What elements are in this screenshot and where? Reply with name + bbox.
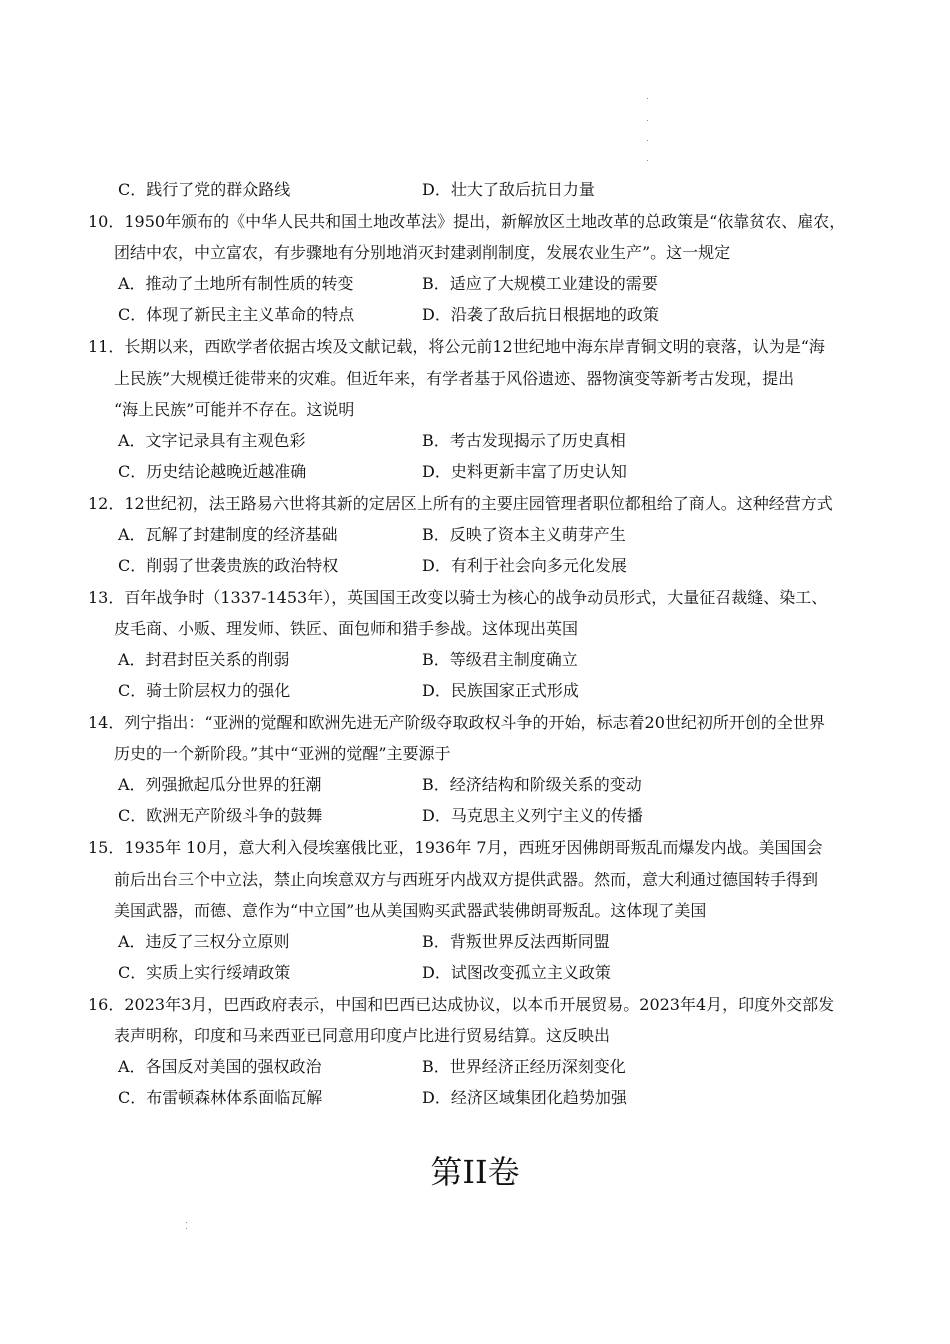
q10-option-b: B．适应了大规模工业建设的需要 [422, 274, 658, 293]
q10-option-d: D．沿袭了敌后抗日根据地的政策 [422, 305, 659, 324]
q14-stem-line-2: 历史的一个新阶段。”其中“亚洲的觉醒”主要源于 [114, 744, 451, 763]
q14-option-b: B．经济结构和阶级关系的变动 [422, 775, 642, 794]
q11-option-c: C．历史结论越晚近越准确 [118, 462, 307, 481]
q16-stem-line-2: 表声明称，印度和马来西亚已同意用印度卢比进行贸易结算。这反映出 [114, 1026, 611, 1045]
scan-dot [647, 98, 648, 99]
q11-stem-line-1: 11．长期以来，西欧学者依据古埃及文献记载，将公元前12世纪地中海东岸青铜文明的衰落，认为是“海 [88, 337, 825, 356]
q15-option-b: B．背叛世界反法西斯同盟 [422, 932, 610, 951]
q13-option-a: A．封君封臣关系的削弱 [118, 650, 290, 669]
scan-dot [647, 120, 648, 121]
q15-option-a: A．违反了三权分立原则 [118, 932, 290, 951]
q16-option-d: D．经济区域集团化趋势加强 [422, 1088, 627, 1107]
q16-option-c: C．布雷顿森林体系面临瓦解 [118, 1088, 323, 1107]
q12-option-a: A．瓦解了封建制度的经济基础 [118, 525, 338, 544]
q12-stem-line-1: 12．12世纪初，法王路易六世将其新的定居区上所有的主要庄园管理者职位都租给了商人。这种经营方式 [88, 494, 833, 513]
q11-stem-line-3: “海上民族”可能并不存在。这说明 [114, 400, 355, 419]
scan-dot [647, 140, 648, 141]
q12-option-d: D．有利于社会向多元化发展 [422, 556, 627, 575]
q10-stem-line-2: 团结中农，中立富农，有步骤地有分别地消灭封建剥削制度，发展农业生产”。这一规定 [114, 243, 731, 262]
q10-option-c: C．体现了新民主主义革命的特点 [118, 305, 355, 324]
q11-stem-line-2: 上民族”大规模迁徙带来的灾难。但近年来，有学者基于风俗遗迹、器物演变等新考古发现，提出 [114, 369, 795, 388]
q13-option-d: D．民族国家正式形成 [422, 681, 579, 700]
q13-option-c: C．骑士阶层权力的强化 [118, 681, 291, 700]
q12-option-c: C．削弱了世袭贵族的政治特权 [118, 556, 339, 575]
section-title: 第II卷 [430, 1153, 520, 1191]
scan-dot [186, 1222, 187, 1223]
q12-option-b: B．反映了资本主义萌芽产生 [422, 525, 626, 544]
q11-option-b: B．考古发现揭示了历史真相 [422, 431, 626, 450]
q16-option-a: A．各国反对美国的强权政治 [118, 1057, 322, 1076]
q14-option-a: A．列强掀起瓜分世界的狂潮 [118, 775, 322, 794]
q15-stem-line-2: 前后出台三个中立法，禁止向埃意双方与西班牙内战双方提供武器。然而，意大利通过德国转手得到 [114, 870, 819, 889]
scan-dot [647, 160, 648, 161]
q13-stem-line-1: 13．百年战争时（1337-1453年），英国国王改变以骑士为核心的战争动员形式，大量征召裁缝、染工、 [88, 588, 828, 607]
q15-stem-line-3: 美国武器，而德、意作为“中立国”也从美国购买武器武装佛朗哥叛乱。这体现了美国 [114, 901, 707, 920]
q13-option-b: B．等级君主制度确立 [422, 650, 578, 669]
q16-option-b: B．世界经济正经历深刻变化 [422, 1057, 626, 1076]
q15-option-c: C．实质上实行绥靖政策 [118, 963, 291, 982]
q14-option-d: D．马克思主义列宁主义的传播 [422, 806, 643, 825]
q11-option-d: D．史料更新丰富了历史认知 [422, 462, 627, 481]
q16-stem-line-1: 16．2023年3月，巴西政府表示，中国和巴西已达成协议，以本币开展贸易。2023年4月，印度外交部发 [88, 995, 835, 1014]
q15-option-d: D．试图改变孤立主义政策 [422, 963, 611, 982]
q11-option-a: A．文字记录具有主观色彩 [118, 431, 306, 450]
q14-option-c: C．欧洲无产阶级斗争的鼓舞 [118, 806, 323, 825]
q9-option-c: C．践行了党的群众路线 [118, 180, 291, 199]
q13-stem-line-2: 皮毛商、小贩、理发师、铁匠、面包师和猎手参战。这体现出英国 [114, 619, 579, 638]
scan-dot [186, 1228, 187, 1229]
q15-stem-line-1: 15．1935年 10月，意大利入侵埃塞俄比亚，1936年 7月，西班牙因佛朗哥叛乱而爆发内战。美国国会 [88, 838, 823, 857]
q9-option-d: D．壮大了敌后抗日力量 [422, 180, 595, 199]
q10-option-a: A．推动了土地所有制性质的转变 [118, 274, 354, 293]
q10-stem-line-1: 10．1950年颁布的《中华人民共和国土地改革法》提出，新解放区土地改革的总政策是“依靠贫农、雇农， [88, 212, 846, 231]
q14-stem-line-1: 14．列宁指出：“亚洲的觉醒和欧洲先进无产阶级夺取政权斗争的开始，标志着20世纪初所开创的全世界 [88, 713, 825, 732]
